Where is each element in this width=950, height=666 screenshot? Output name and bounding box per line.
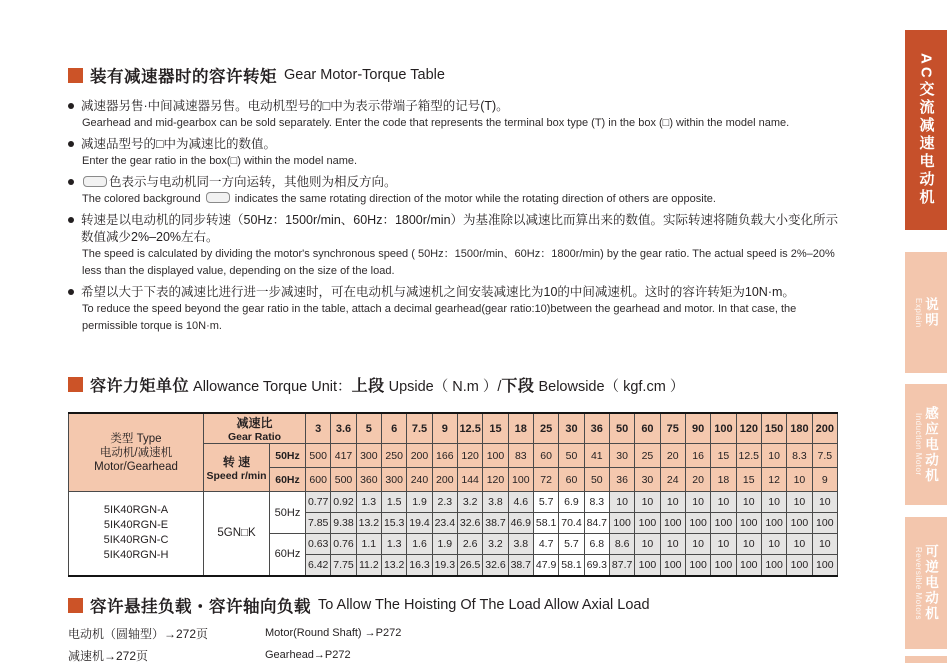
torque-cell: 10 — [660, 492, 685, 513]
torque-cell: 19.3 — [432, 555, 457, 576]
torque-cell: 5.7 — [533, 492, 558, 513]
torque-cell: 10 — [635, 492, 660, 513]
torque-cell: 10 — [685, 492, 710, 513]
torque-cell: 0.76 — [331, 534, 356, 555]
gear-ratio-header: 3 — [306, 413, 331, 444]
torque-cell: 26.5 — [457, 555, 482, 576]
gear-ratio-header: 3.6 — [331, 413, 356, 444]
gear-ratio-header: 5 — [356, 413, 381, 444]
speed-cell: 72 — [533, 468, 558, 492]
torque-cell: 10 — [812, 492, 837, 513]
note-en: The speed is calculated by dividing the motor's synchronous speed ( 50Hz：1500r/min、60Hz：1800r/min) by the gear ratio. The actual speed is 2%–20% less than the displayed value, depending on the size of the load. — [82, 248, 835, 277]
gear-ratio-header: 200 — [812, 413, 837, 444]
speed-cell: 10 — [787, 468, 812, 492]
torque-cell: 100 — [609, 513, 634, 534]
speed-cell: 120 — [457, 444, 482, 468]
notes-list — [68, 98, 840, 339]
torque-cell: 10 — [711, 534, 736, 555]
freq-50-header: 50Hz — [270, 444, 306, 468]
torque-cell: 13.2 — [382, 555, 407, 576]
speed-cell: 600 — [306, 468, 331, 492]
torque-cell: 10 — [660, 534, 685, 555]
gear-ratio-header: 100 — [711, 413, 736, 444]
speed-cell: 166 — [432, 444, 457, 468]
note-en: The colored background indicates the same rotating direction of the motor while the rotating direction of others are opposite. — [82, 193, 716, 205]
speed-cell: 10 — [761, 444, 786, 468]
torque-cell: 4.7 — [533, 534, 558, 555]
torque-cell: 10 — [761, 534, 786, 555]
orange-square-icon — [68, 598, 83, 613]
torque-cell: 100 — [711, 513, 736, 534]
torque-cell: 1.5 — [382, 492, 407, 513]
torque-cell: 10 — [609, 492, 634, 513]
gear-ratio-header: 90 — [685, 413, 710, 444]
torque-cell: 6.42 — [306, 555, 331, 576]
note-en: Enter the gear ratio in the box(□) within the model name. — [82, 155, 358, 167]
torque-cell: 100 — [787, 555, 812, 576]
torque-cell: 8.3 — [584, 492, 609, 513]
speed-cell: 18 — [711, 468, 736, 492]
speed-cell: 144 — [457, 468, 482, 492]
page-reference-links — [68, 622, 401, 666]
allowance-torque-unit-text — [90, 373, 684, 396]
motor-models-cell: 5IK40RGN-A 5IK40RGN-E 5IK40RGN-C 5IK40RGN-H — [69, 492, 204, 576]
torque-table-wrap — [68, 412, 838, 577]
type-header: 类型 Type 电动机/减速机 Motor/Gearhead — [69, 413, 204, 492]
section-title-en: To Allow The Hoisting Of The Load Allow Axial Load — [318, 597, 650, 613]
sidebar-tab-label-cn: AC交流减速电动机 — [917, 53, 935, 207]
torque-cell: 0.63 — [306, 534, 331, 555]
gear-ratio-header: 12.5 — [457, 413, 482, 444]
speed-cell: 20 — [660, 444, 685, 468]
torque-cell: 100 — [761, 513, 786, 534]
speed-cell: 9 — [812, 468, 837, 492]
speed-cell: 30 — [609, 444, 634, 468]
speed-cell: 60 — [533, 444, 558, 468]
torque-cell: 100 — [660, 513, 685, 534]
torque-cell: 19.4 — [407, 513, 432, 534]
allowance-torque-unit-title — [68, 373, 840, 396]
gear-ratio-header: 150 — [761, 413, 786, 444]
note-item — [68, 212, 840, 280]
bullet-dot-icon — [68, 141, 74, 147]
torque-cell: 2.6 — [457, 534, 482, 555]
gear-ratio-header: 25 — [533, 413, 558, 444]
sidebar-tab — [905, 30, 947, 230]
gear-ratio-header: 120 — [736, 413, 761, 444]
torque-cell: 46.9 — [508, 513, 533, 534]
sidebar-tab — [905, 384, 947, 505]
bullet-dot-icon — [68, 179, 74, 185]
torque-table — [68, 412, 838, 577]
torque-cell: 100 — [660, 555, 685, 576]
sidebar-tab-label-cn: 说明 — [923, 297, 938, 328]
speed-cell: 50 — [559, 444, 584, 468]
torque-cell: 32.6 — [457, 513, 482, 534]
torque-cell: 87.7 — [609, 555, 634, 576]
gear-motor-torque-section-title — [68, 63, 840, 87]
torque-cell: 1.6 — [407, 534, 432, 555]
speed-cell: 12.5 — [736, 444, 761, 468]
torque-cell: 100 — [812, 513, 837, 534]
torque-cell: 10 — [711, 492, 736, 513]
torque-cell: 16.3 — [407, 555, 432, 576]
note-cn: 希望以大于下表的减速比进行进一步减速时，可在电动机与减速机之间安装减速比为10的中间减速机。这时的容许转矩为10N·m。 — [81, 285, 795, 299]
torque-cell: 100 — [685, 555, 710, 576]
note-item — [68, 284, 840, 335]
sidebar-tab — [905, 656, 947, 663]
color-swatch-icon — [206, 192, 230, 203]
section-title-cn: 容许悬挂负载・容许轴向负载 — [90, 598, 311, 616]
torque-cell: 23.4 — [432, 513, 457, 534]
speed-cell: 36 — [609, 468, 634, 492]
torque-cell: 3.2 — [457, 492, 482, 513]
gearhead-model-cell: 5GN□K — [204, 492, 270, 576]
torque-cell: 100 — [635, 555, 660, 576]
reference-link-cn: 电动机（圆轴型）→272页 — [68, 626, 209, 641]
note-item — [68, 174, 840, 208]
bullet-dot-icon — [68, 217, 74, 223]
speed-cell: 120 — [483, 468, 508, 492]
torque-cell: 3.2 — [483, 534, 508, 555]
torque-cell: 100 — [711, 555, 736, 576]
freq-60-row-header: 60Hz — [270, 534, 306, 576]
torque-cell: 1.1 — [356, 534, 381, 555]
torque-cell: 0.77 — [306, 492, 331, 513]
sidebar-tab — [905, 252, 947, 373]
reference-link-en: Motor(Round Shaft) →P272 — [265, 627, 402, 639]
torque-cell: 69.3 — [584, 555, 609, 576]
torque-cell: 3.8 — [483, 492, 508, 513]
speed-cell: 250 — [382, 444, 407, 468]
bullet-dot-icon — [68, 289, 74, 295]
section-title-cn: 装有减速器时的容许转矩 — [90, 68, 277, 86]
note-en: To reduce the speed beyond the gear ratio in the table, attach a decimal gearhead(gear ratio:10)between the gearhead and motor. In that case, the permissible torque is 10N·m. — [82, 303, 797, 332]
speed-label: 转 速 Speed r/min — [204, 444, 270, 492]
torque-cell: 10 — [736, 492, 761, 513]
torque-cell: 7.85 — [306, 513, 331, 534]
speed-cell: 16 — [685, 444, 710, 468]
note-item — [68, 136, 840, 170]
torque-cell: 38.7 — [483, 513, 508, 534]
gear-ratio-header: 9 — [432, 413, 457, 444]
speed-cell: 240 — [407, 468, 432, 492]
note-cn: 减速品型号的□中为减速比的数值。 — [81, 137, 277, 151]
sidebar-tab-label-en: Induction Motor — [914, 413, 923, 476]
speed-cell: 24 — [660, 468, 685, 492]
gear-ratio-header: 15 — [483, 413, 508, 444]
gear-ratio-header: 30 — [559, 413, 584, 444]
title-segment: 容许力矩单位 — [90, 378, 190, 395]
allow-load-section-title — [68, 593, 840, 617]
note-cn: 转速是以电动机的同步转速（50Hz：1500r/min、60Hz：1800r/min）为基准除以减速比而算出来的数值。实际转速将随负载大小变化所示数值减少2%–20%左右。 — [81, 213, 839, 244]
torque-cell: 1.3 — [382, 534, 407, 555]
torque-cell: 3.8 — [508, 534, 533, 555]
torque-cell: 10 — [761, 492, 786, 513]
torque-cell: 100 — [635, 513, 660, 534]
sidebar-tab-label-en: Explain — [914, 297, 923, 328]
speed-cell: 8.3 — [787, 444, 812, 468]
torque-cell: 10 — [685, 534, 710, 555]
torque-cell: 10 — [787, 492, 812, 513]
sidebar-tab-label-cn: 感应电动机 — [923, 405, 938, 484]
torque-cell: 70.4 — [559, 513, 584, 534]
note-cn: 减速器另售·中间减速器另售。电动机型号的□中为表示带端子箱型的记号(T)。 — [81, 99, 509, 113]
torque-cell: 58.1 — [559, 555, 584, 576]
torque-cell: 6.9 — [559, 492, 584, 513]
orange-square-icon — [68, 68, 83, 83]
gear-ratio-header: 50 — [609, 413, 634, 444]
torque-cell: 11.2 — [356, 555, 381, 576]
speed-cell: 50 — [584, 468, 609, 492]
speed-cell: 360 — [356, 468, 381, 492]
torque-cell: 1.3 — [356, 492, 381, 513]
section-title-en: Gear Motor-Torque Table — [284, 67, 445, 83]
speed-cell: 500 — [306, 444, 331, 468]
title-segment: Belowside（ kgf.cm ） — [534, 379, 685, 395]
torque-cell: 1.9 — [407, 492, 432, 513]
speed-cell: 300 — [382, 468, 407, 492]
torque-cell: 1.9 — [432, 534, 457, 555]
torque-cell: 7.75 — [331, 555, 356, 576]
torque-cell: 9.38 — [331, 513, 356, 534]
torque-cell: 100 — [761, 555, 786, 576]
speed-cell: 100 — [508, 468, 533, 492]
torque-cell: 6.8 — [584, 534, 609, 555]
speed-cell: 7.5 — [812, 444, 837, 468]
sidebar — [905, 0, 947, 663]
speed-cell: 30 — [635, 468, 660, 492]
torque-cell: 4.6 — [508, 492, 533, 513]
torque-cell: 13.2 — [356, 513, 381, 534]
speed-cell: 200 — [407, 444, 432, 468]
color-swatch-icon — [83, 176, 107, 187]
bullet-dot-icon — [68, 103, 74, 109]
gear-ratio-header: 36 — [584, 413, 609, 444]
gear-ratio-header: 6 — [382, 413, 407, 444]
torque-cell: 15.3 — [382, 513, 407, 534]
sidebar-tab-label-en: Reversible Motors — [914, 546, 923, 620]
speed-cell: 41 — [584, 444, 609, 468]
reference-link-cn: 减速机→272页 — [68, 648, 149, 663]
note-cn: 色表示与电动机同一方向运转，其他则为相反方向。 — [81, 174, 840, 191]
speed-cell: 15 — [711, 444, 736, 468]
torque-cell: 10 — [635, 534, 660, 555]
torque-cell: 2.3 — [432, 492, 457, 513]
speed-cell: 20 — [685, 468, 710, 492]
torque-cell: 100 — [787, 513, 812, 534]
torque-cell: 10 — [812, 534, 837, 555]
gear-ratio-header: 75 — [660, 413, 685, 444]
orange-square-icon — [68, 377, 83, 392]
speed-cell: 25 — [635, 444, 660, 468]
note-en: Gearhead and mid-gearbox can be sold separately. Enter the code that represents the terminal box type (T) in the box (□) within the model name. — [82, 117, 790, 129]
gear-ratio-header: 60 — [635, 413, 660, 444]
speed-cell: 83 — [508, 444, 533, 468]
torque-cell: 100 — [685, 513, 710, 534]
torque-cell: 100 — [736, 555, 761, 576]
reference-link-en: Gearhead→P272 — [265, 649, 351, 661]
speed-cell: 12 — [761, 468, 786, 492]
title-segment: 下段 — [501, 378, 535, 395]
note-item — [68, 98, 840, 132]
torque-cell: 10 — [787, 534, 812, 555]
speed-cell: 200 — [432, 468, 457, 492]
sidebar-tab — [905, 517, 947, 649]
torque-cell: 10 — [736, 534, 761, 555]
torque-cell: 8.6 — [609, 534, 634, 555]
speed-cell: 60 — [559, 468, 584, 492]
speed-cell: 100 — [483, 444, 508, 468]
torque-cell: 0.92 — [331, 492, 356, 513]
title-segment: Upside（ N.m ）/ — [384, 379, 502, 395]
torque-cell: 38.7 — [508, 555, 533, 576]
gear-ratio-header: 7.5 — [407, 413, 432, 444]
gear-ratio-label: 减速比 Gear Ratio — [204, 413, 306, 444]
gear-ratio-header: 18 — [508, 413, 533, 444]
gear-ratio-header: 180 — [787, 413, 812, 444]
speed-cell: 300 — [356, 444, 381, 468]
torque-cell: 5.7 — [559, 534, 584, 555]
freq-50-row-header: 50Hz — [270, 492, 306, 534]
torque-cell: 58.1 — [533, 513, 558, 534]
title-segment: 上段 — [351, 378, 385, 395]
freq-60-header: 60Hz — [270, 468, 306, 492]
sidebar-tab-label-cn: 可逆电动机 — [923, 544, 938, 622]
speed-cell: 15 — [736, 468, 761, 492]
torque-cell: 100 — [736, 513, 761, 534]
speed-cell: 417 — [331, 444, 356, 468]
speed-cell: 500 — [331, 468, 356, 492]
torque-cell: 84.7 — [584, 513, 609, 534]
torque-cell: 100 — [812, 555, 837, 576]
title-segment: Allowance Torque Unit： — [189, 379, 352, 395]
torque-cell: 32.6 — [483, 555, 508, 576]
torque-cell: 47.9 — [533, 555, 558, 576]
